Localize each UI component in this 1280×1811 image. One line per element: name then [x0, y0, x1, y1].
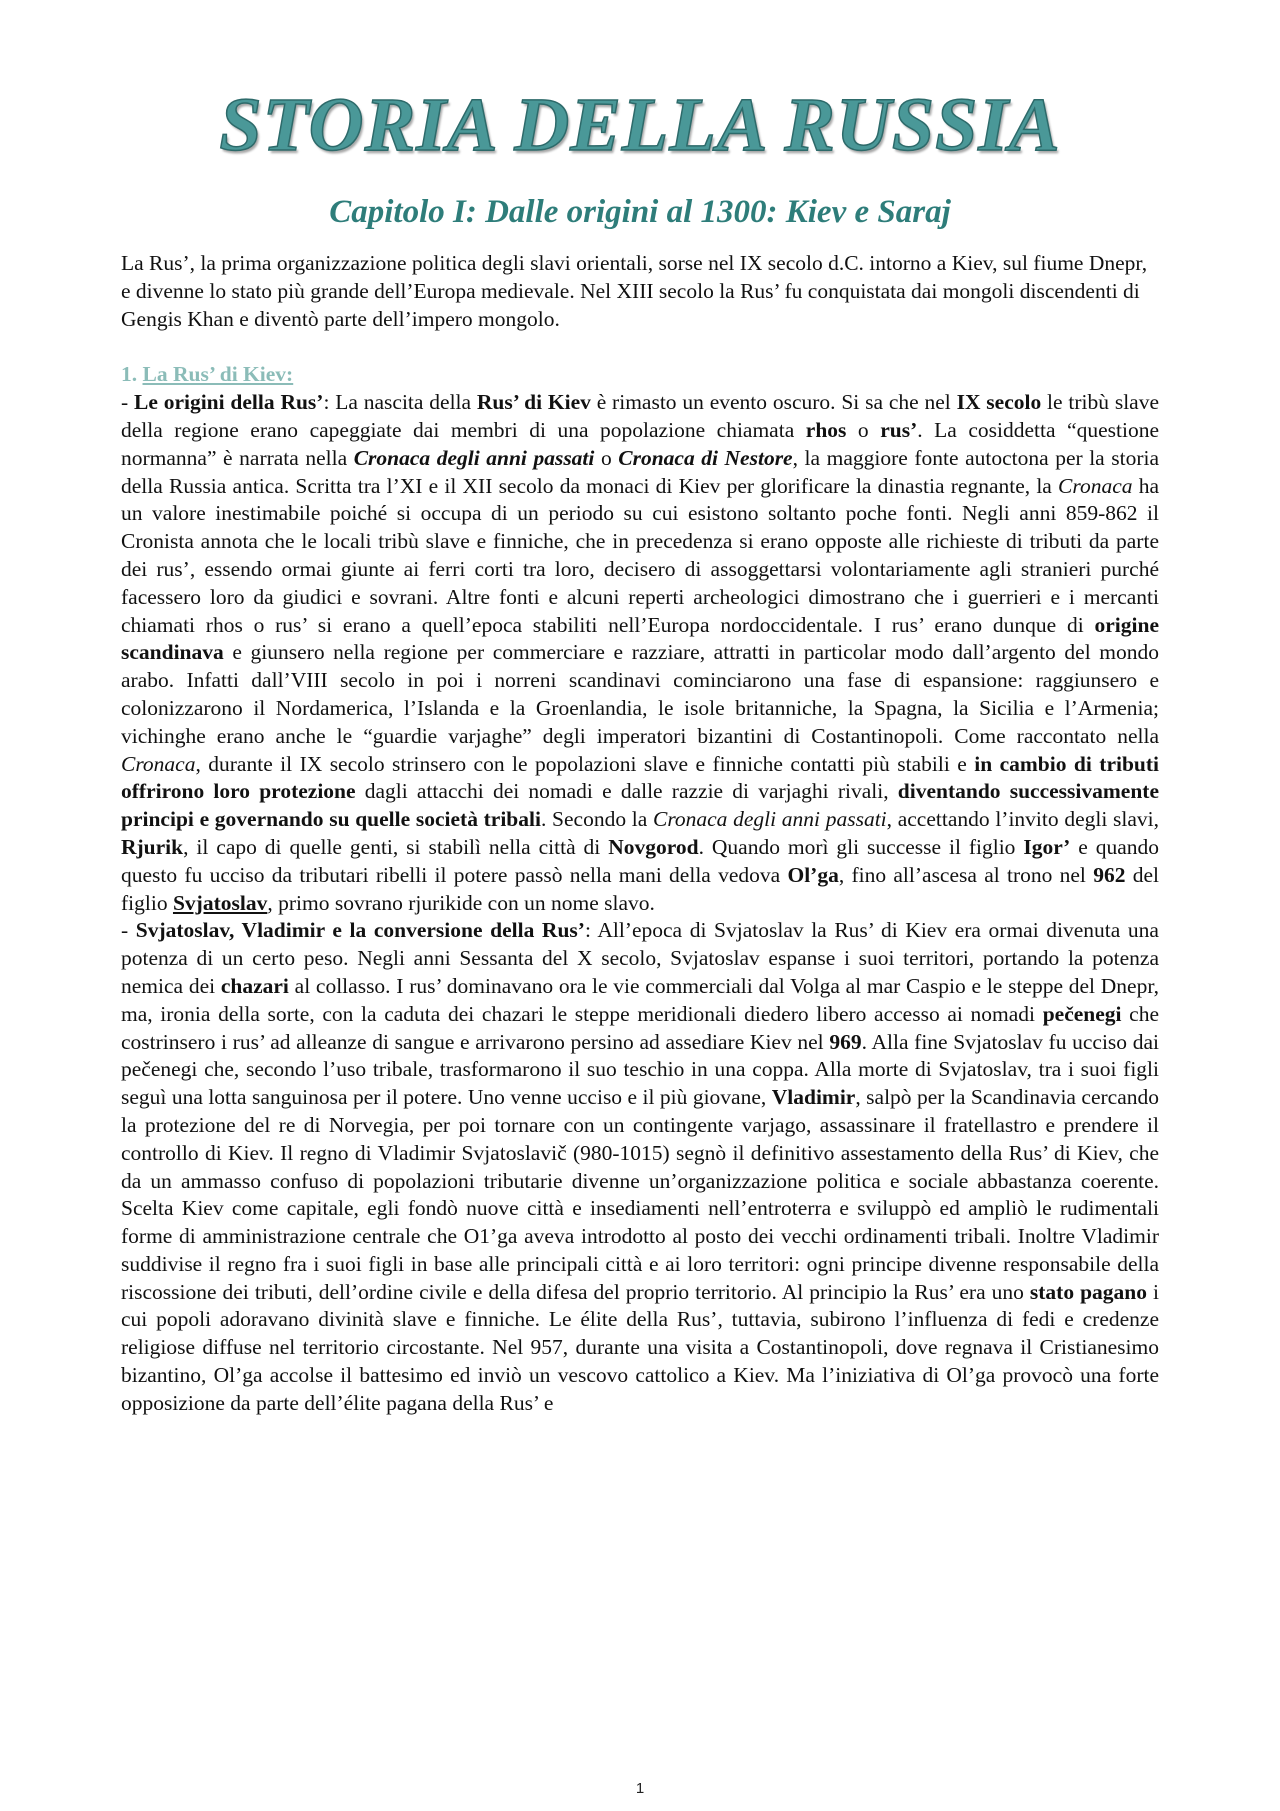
section-heading-text: La Rus’ di Kiev:	[142, 362, 294, 387]
paragraph-lead: Svjatoslav, Vladimir e la conversione della Rus’	[135, 918, 585, 943]
intro-paragraph: La Rus’, la prima organizzazione politica degli slavi orientali, sorse nel IX secolo d.C. intorno a Kiev, sul fiume Dnepr, e divenne lo stato più grande dell’Europa medievale. Nel XIII secolo la Rus’ fu conquistata dai mongoli discendenti di Gengis Khan e diventò parte dell’impero mongolo.	[121, 251, 1148, 331]
document-title: STORIA DELLA RUSSIA	[219, 83, 1061, 167]
page-number: 1	[635, 1780, 645, 1797]
paragraph-svjatoslav-vladimir: - Svjatoslav, Vladimir e la conversione della Rus’: All’epoca di Svjatoslav la Rus’ di Kiev era ormai divenuta una potenza di un certo peso. Negli anni Sessanta del X secolo, Svjatoslav espanse i suoi territori, portando la potenza nemica dei chazari al collasso. I rus’ dominavano ora le vie commerciali dal Volga al mar Caspio e le steppe del Dnepr, ma, ironia della sorte, con la caduta dei chazari le steppe meridionali diedero libero accesso ai nomadi pečenegi che costrinsero i rus’ ad alleanze di sangue e arrivarono persino ad assediare Kiev nel 969. Alla fine Svjatoslav fu ucciso dai pečenegi che, secondo l’uso tribale, trasformarono il suo teschio in una coppa. Alla morte di Svjatoslav, tra i suoi figli seguì una lotta sanguinosa per il potere. Uno venne ucciso e il più giovane, Vladimir, salpò per la Scandinavia cercando la protezione del re di Norvegia, per poi tornare con un contingente varjago, assassinare il fratellastro e prendere il controllo di Kiev. Il regno di Vladimir Svjatoslavič (980-1015) segnò il definitivo assestamento della Rus’ di Kiev, che da un ammasso confuso di popolazioni tributarie divenne un’organizzazione politica e sociale abbastanza coerente. Scelta Kiev come capitale, egli fondò nuove città e insediamenti nell’entroterra e sviluppò ed ampliò le rudimentali forme di amministrazione centrale che O1’ga aveva introdotto al posto dei vecchi ordinamenti tribali. Inoltre Vladimir suddivise il regno fra i suoi figli in base alle principali città e ai loro territori: ogni principe divenne responsabile della riscossione dei tributi, dell’ordine civile e della difesa del proprio territorio. Al principio la Rus’ era uno stato pagano i cui popoli adoravano divinità slave e finniche. Le élite della Rus’, tuttavia, subirono l’influenza di fedi e credenze religiose diffuse nel territorio circostante. Nel 957, durante una visita a Costantinopoli, dove regnava il Cristianesimo bizantino, Ol’ga accolse il battesimo ed inviò un vescovo cattolico a Kiev. Ma l’iniziativa di Ol’ga provocò una forte opposizione da parte dell’élite pagana della Rus’ e	[121, 918, 1160, 1415]
chapter-title: Capitolo I: Dalle origini al 1300: Kiev e Saraj	[329, 194, 951, 230]
paragraph-lead: Le origini della Rus’	[133, 390, 324, 415]
section-heading	[121, 361, 1159, 389]
section-number: 1.	[121, 362, 138, 387]
paragraph-origini: - Le origini della Rus’: La nascita della Rus’ di Kiev è rimasto un evento oscuro. Si sa che nel IX secolo le tribù slave della regione erano capeggiate dai membri di una popolazione chiamata rhos o rus’. La cosiddetta “questione normanna” è narrata nella Cronaca degli anni passati o Cronaca di Nestore, la maggiore fonte autoctona per la storia della Russia antica. Scritta tra l’XI e il XII secolo da monaci di Kiev per glorificare la dinastia regnante, la Cronaca ha un valore inestimabile poiché si occupa di un periodo su cui esistono soltanto poche fonti. Negli anni 859-862 il Cronista annota che le locali tribù slave e finniche, che in precedenza si erano opposte alle richieste di tributi da parte dei rus’, essendo ormai giunte ai ferri corti tra loro, decisero di assoggettarsi volontariamente agli stranieri purché facessero loro da giudici e sovrani. Altre fonti e alcuni reperti archeologici dimostrano che i guerrieri e i mercanti chiamati rhos o rus’ si erano a quell’epoca stabiliti nell’Europa nordoccidentale. I rus’ erano dunque di origine scandinava e giunsero nella regione per commerciare e razziare, attratti in particolar modo dall’argento del mondo arabo. Infatti dall’VIII secolo in poi i norreni scandinavi cominciarono una fase di espansione: raggiunsero e colonizzarono il Nordamerica, l’Islanda e la Groenlandia, le isole britanniche, la Spagna, la Sicilia e l’Armenia; vichinghe erano anche le “guardie varjaghe” degli imperatori bizantini di Costantinopoli. Come raccontato nella Cronaca, durante il IX secolo strinsero con le popolazioni slave e finniche contatti più stabili e in cambio di tributi offrirono loro protezione dagli attacchi dei nomadi e dalle razzie di varjaghi rivali, diventando successivamente principi e governando su quelle società tribali. Secondo la Cronaca degli anni passati, accettando l’invito degli slavi, Rjurik, il capo di quelle genti, si stabilì nella città di Novgorod. Quando morì gli successe il figlio Igor’ e quando questo fu ucciso da tributari ribelli il potere passò nella mani della vedova Ol’ga, fino all’ascesa al trono nel 962 del figlio Svjatoslav, primo sovrano rjurikide con un nome slavo.	[121, 390, 1160, 915]
